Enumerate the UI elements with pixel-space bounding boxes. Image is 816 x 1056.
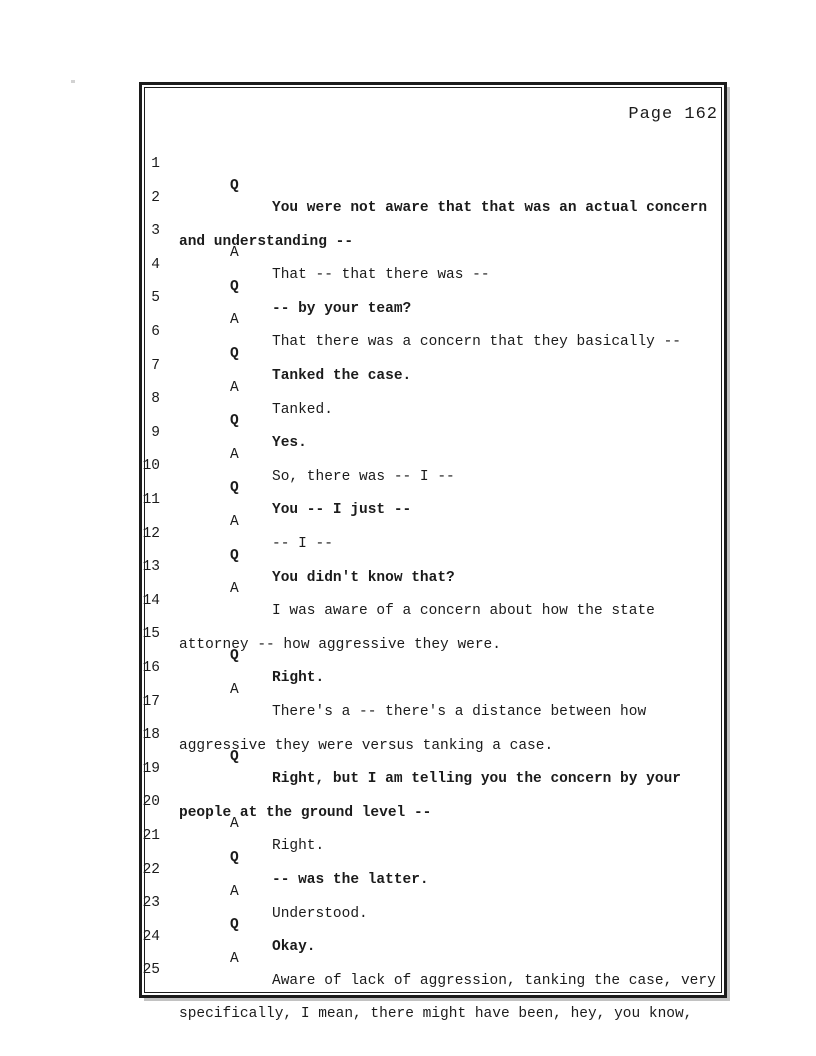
line-number: 20 [142,794,160,811]
line-text: You were not aware that that was an actual concern [272,200,708,216]
line-text: Right. [272,670,325,687]
speaker-label: Q [230,480,239,497]
line-number: 12 [142,525,160,542]
line-number: 13 [142,559,160,576]
line-number: 19 [142,760,160,777]
line-text: Tanked. [272,401,333,418]
speaker-label: Q [230,749,239,766]
line-number: 22 [142,861,160,878]
speaker-label: A [230,816,239,833]
speaker-label: A [230,245,239,262]
line-number: 1 [151,156,160,172]
page-number-header: Page 162 [628,105,718,124]
line-text: Yes. [272,435,307,452]
line-text: Tanked the case. [272,368,412,384]
line-number: 23 [142,895,160,912]
speaker-label: Q [230,346,239,362]
speaker-label: A [230,883,239,900]
line-text: -- was the latter. [272,872,429,888]
line-text: You didn't know that? [272,569,455,586]
line-number: 7 [151,357,160,374]
line-number: 18 [142,727,160,744]
speaker-label: A [230,446,239,463]
line-text: Aware of lack of aggression, tanking the case, very [272,972,716,989]
line-text: Okay. [272,939,316,956]
speaker-label: A [230,379,239,396]
speaker-label: A [230,312,239,329]
speaker-label: Q [230,178,239,194]
speaker-label: A [230,581,239,598]
line-number: 10 [142,458,160,475]
speaker-label: Q [230,648,239,665]
line-number: 2 [151,189,160,206]
line-number: 21 [142,828,160,844]
speaker-label: Q [230,547,239,564]
speaker-label: A [230,950,239,967]
line-number: 17 [142,693,160,710]
line-text: Right, but I am telling you the concern by your [272,771,681,788]
line-number: 15 [142,626,160,643]
line-text: That there was a concern that they basically -- [272,334,681,351]
line-text: aggressive they were versus tanking a case. [179,737,554,754]
line-text: -- I -- [272,536,333,552]
line-number: 6 [151,324,160,340]
line-number: 14 [142,592,160,609]
line-number: 5 [151,290,160,307]
transcript-line [0,131,816,216]
speaker-label: Q [230,850,239,866]
line-text: Understood. [272,905,368,922]
line-text: and understanding -- [179,233,354,250]
speaker-label: Q [230,917,239,934]
line-text: specifically, I mean, there might have been, hey, you know, [179,1006,693,1023]
speaker-label: A [230,682,239,698]
line-number: 11 [142,492,160,508]
line-number: 3 [151,223,160,240]
line-text: That -- that there was -- [272,267,490,284]
line-number: 24 [142,928,160,945]
line-number: 4 [151,256,160,273]
speaker-label: A [230,514,239,530]
speaker-label: Q [230,278,239,295]
line-text: I was aware of a concern about how the state [272,603,655,620]
line-text: There's a -- there's a distance between how [272,704,647,720]
line-number: 25 [142,962,160,979]
line-number: 16 [142,660,160,676]
line-text: Right. [272,838,325,855]
line-text: You -- I just -- [272,502,412,519]
line-text: -- by your team? [272,300,412,317]
line-text: So, there was -- I -- [272,468,455,485]
line-text: people at the ground level -- [179,804,432,821]
line-number: 9 [151,424,160,441]
line-text: attorney -- how aggressive they were. [179,636,501,653]
line-number: 8 [151,391,160,408]
speaker-label: Q [230,413,239,430]
